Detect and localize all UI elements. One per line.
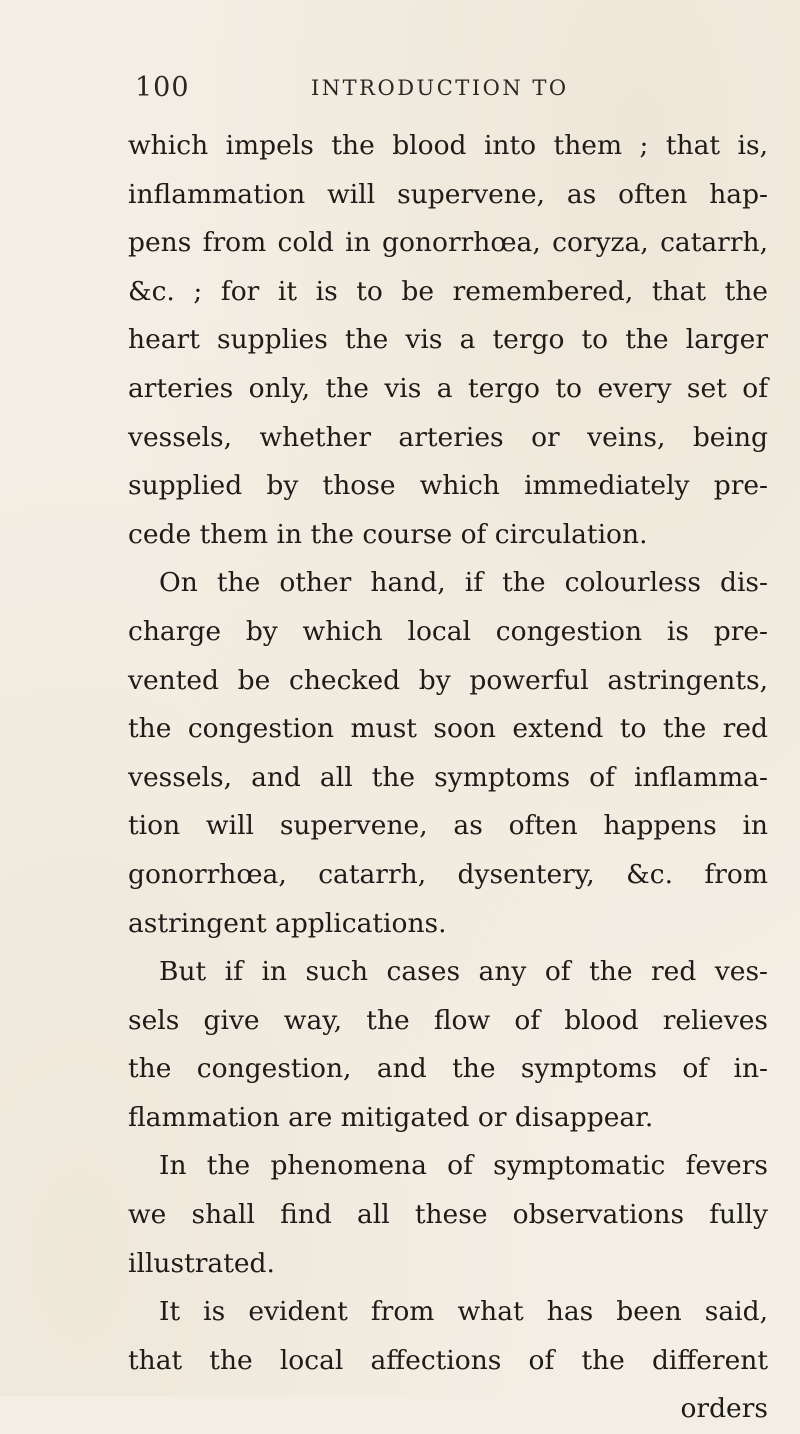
- text-line: supplied by those which immediately pre-: [128, 470, 768, 502]
- text-line: tion will supervene, as often happens in: [128, 810, 768, 842]
- running-title: INTRODUCTION TO: [311, 76, 569, 100]
- text-line: sels give way, the flow of blood relieves: [128, 1004, 768, 1036]
- body-text: [128, 122, 768, 1434]
- paragraph-start-line: On the other hand, if the colourless dis-: [159, 567, 768, 599]
- text-line: astringent applications.: [128, 907, 447, 939]
- text-line: vessels, whether arteries or veins, being: [128, 421, 768, 453]
- text-line: heart supplies the vis a tergo to the larger: [128, 324, 768, 356]
- paragraph-start-line: It is evident from what has been said,: [159, 1296, 768, 1328]
- text-line: flammation are mitigated or disappear.: [128, 1101, 654, 1133]
- text-line: gonorrhœa, catarrh, dysentery, &c. from: [128, 858, 768, 890]
- text-line: pens from cold in gonorrhœa, coryza, catarrh,: [128, 227, 768, 259]
- page-number: 100: [135, 72, 190, 103]
- text-line: vessels, and all the symptoms of inflamma-: [128, 761, 768, 793]
- text-line: vented be checked by powerful astringents,: [128, 664, 768, 696]
- text-line: inflammation will supervene, as often hap-: [128, 178, 768, 210]
- text-line: the congestion must soon extend to the red: [128, 713, 768, 745]
- paragraph-start-line: But if in such cases any of the red ves-: [159, 956, 768, 988]
- text-line: that the local affections of the different: [128, 1344, 768, 1376]
- text-line: arteries only, the vis a tergo to every set of: [128, 372, 768, 404]
- text-line: which impels the blood into them ; that is,: [128, 130, 768, 161]
- text-line: illustrated.: [128, 1247, 275, 1279]
- text-line: cede them in the course of circulation.: [128, 518, 648, 550]
- paragraph-start-line: In the phenomena of symptomatic fevers: [159, 1150, 768, 1182]
- text-line: &c. ; for it is to be remembered, that the: [128, 275, 768, 307]
- catchword: orders: [680, 1393, 768, 1425]
- text-line: charge by which local congestion is pre-: [128, 615, 768, 647]
- text-line: the congestion, and the symptoms of in-: [128, 1053, 768, 1085]
- running-head: [135, 72, 605, 112]
- text-line: we shall find all these observations fully: [128, 1199, 768, 1231]
